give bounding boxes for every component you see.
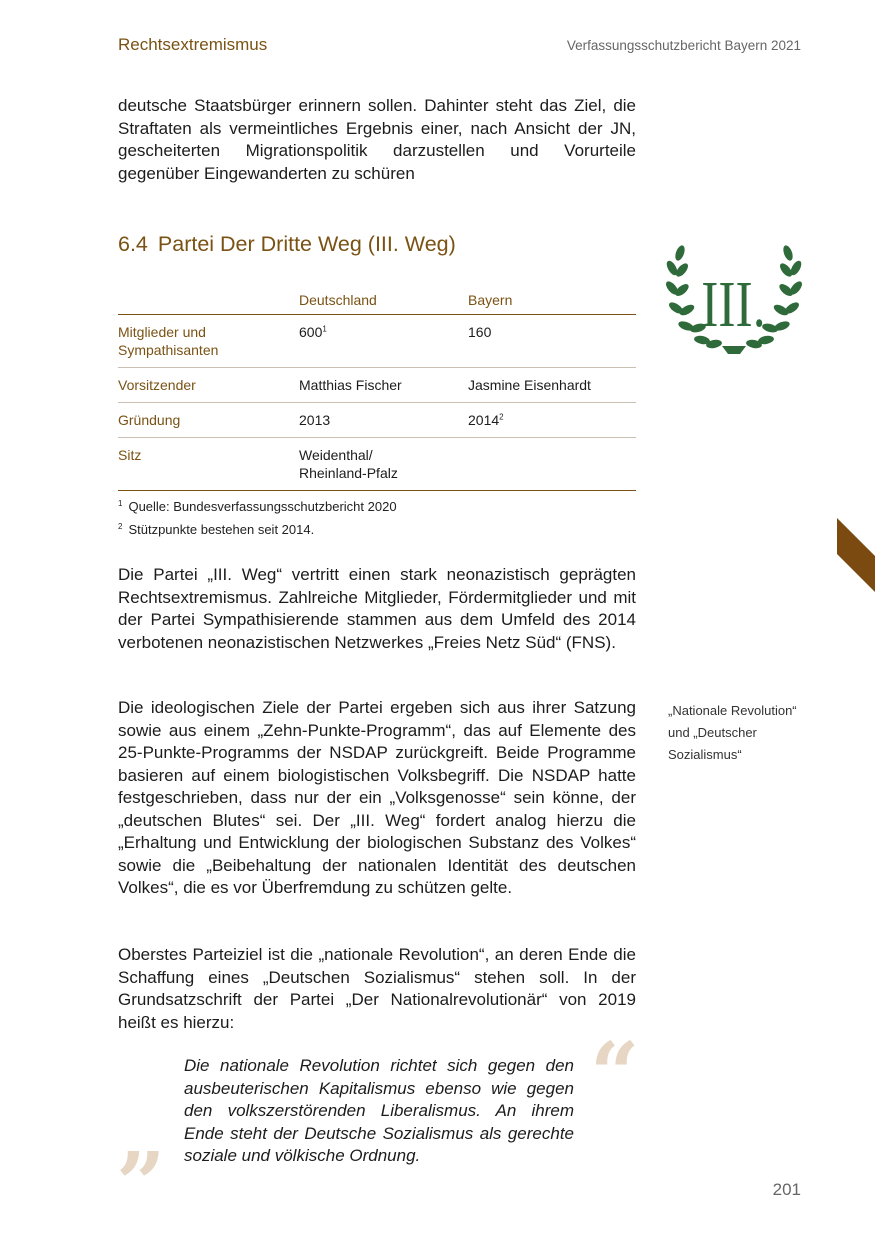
row-label: Gründung: [118, 403, 299, 438]
body-paragraph: Die Partei „III. Weg“ vertritt einen stark neonazistisch geprägten Rechtsextremismus. Zahlreiche Mitglieder, Fördermitglieder und mit der Partei Sympathisierende stammen aus dem Umfeld des 2014 verbotenen neonazistischen Netzwerkes „Freies Netz Süd“ (FNS).: [118, 565, 636, 652]
table-header-de: Deutschland: [299, 288, 468, 315]
footnote-ref: 1: [322, 324, 327, 334]
table-row: [118, 368, 636, 403]
section-heading: [118, 232, 456, 257]
cell-by: 160: [468, 315, 636, 368]
cell-by: 2014$^2$: [468, 403, 636, 438]
section-number: 6.4: [118, 232, 148, 256]
close-quote-icon: ”: [116, 1134, 166, 1235]
table-header-by: Bayern: [468, 288, 636, 315]
cell-by: [468, 438, 636, 491]
margin-note: „Nationale Revolution“ und „Deutscher Sozialismus“: [668, 703, 797, 762]
table-row: [118, 403, 636, 438]
table-header-empty: [118, 288, 299, 315]
cell-de: $600^1$: [299, 315, 468, 368]
row-label: Mitglieder und Sympathisanten: [118, 315, 299, 368]
body-paragraph: Oberstes Parteiziel ist die „nationale Revolution“, an deren Ende die Schaffung eines „Deutschen Sozialismus“ stehen soll. In der Grundsatzschrift der Partei „Der Nationalrevolutionär“ von 2019 heißt es hierzu:: [118, 945, 636, 1032]
table-header-row: [118, 288, 636, 315]
intro-paragraph: deutsche Staatsbürger erinnern sollen. Dahinter steht das Ziel, die Straftaten als vermeintliches Ergebnis einer, nach Ansicht der JN, gescheiterten Migrationspolitik darzustellen und Vorurteile gegenüber Eingewanderten zu schüren: [118, 96, 636, 183]
chapter-tab-icon: [837, 518, 875, 592]
open-quote-icon: “: [590, 1024, 640, 1125]
footnote-ref: 2: [499, 412, 504, 422]
footnote: $^1$ Quelle: Bundesverfassungsschutzbericht 2020: [118, 498, 397, 514]
facts-table: [118, 288, 636, 491]
table-row: [118, 315, 636, 368]
running-header-publication: Verfassungsschutzbericht Bayern 2021: [566, 38, 801, 53]
cell-by: Jasmine Eisenhardt: [468, 368, 636, 403]
cell-de: Matthias Fischer: [299, 368, 468, 403]
logo-text: III.: [701, 266, 766, 341]
cell-de: Weidenthal/ Rheinland-Pfalz: [299, 438, 468, 491]
table-row: [118, 438, 636, 491]
cell-de: 2013: [299, 403, 468, 438]
section-title: Partei Der Dritte Weg (III. Weg): [157, 232, 456, 256]
page-number: 201: [772, 1180, 801, 1199]
party-logo: [664, 238, 804, 358]
laurel-bow-icon: [722, 346, 746, 354]
block-quote: Die nationale Revolution richtet sich gegen den ausbeuterischen Kapitalismus ebenso wie gegen den volkszerstörenden Liberalismus. An ihrem Ende steht der Deutsche Sozialismus als gerechte soziale und völkische Ordnung.: [184, 1056, 574, 1165]
body-paragraph: Die ideologischen Ziele der Partei ergeben sich aus ihrer Satzung sowie aus einem „Zehn-Punkte-Programm“, das auf Elemente des 25-Punkte-Programms der NSDAP zurückgreift. Beide Programme basieren auf einem biologistischen Volksbegriff. Die NSDAP hatte festgeschrieben, dass nur der ein „Volksgenosse“ sein könne, der „deutschen Blutes“ sei. Der „III. Weg“ fordert analog hierzu die „Erhaltung und Entwicklung der biologischen Substanz des Volkes“ sowie die „Beibehaltung der nationalen Identität des deutschen Volkes“, die es vor Überfremdung zu schützen gelte.: [118, 698, 636, 897]
running-header-section: Rechtsextremismus: [118, 35, 268, 54]
footnote: $^2$ Stützpunkte bestehen seit 2014.: [118, 521, 315, 537]
row-label: Vorsitzender: [118, 368, 299, 403]
row-label: Sitz: [118, 438, 299, 491]
